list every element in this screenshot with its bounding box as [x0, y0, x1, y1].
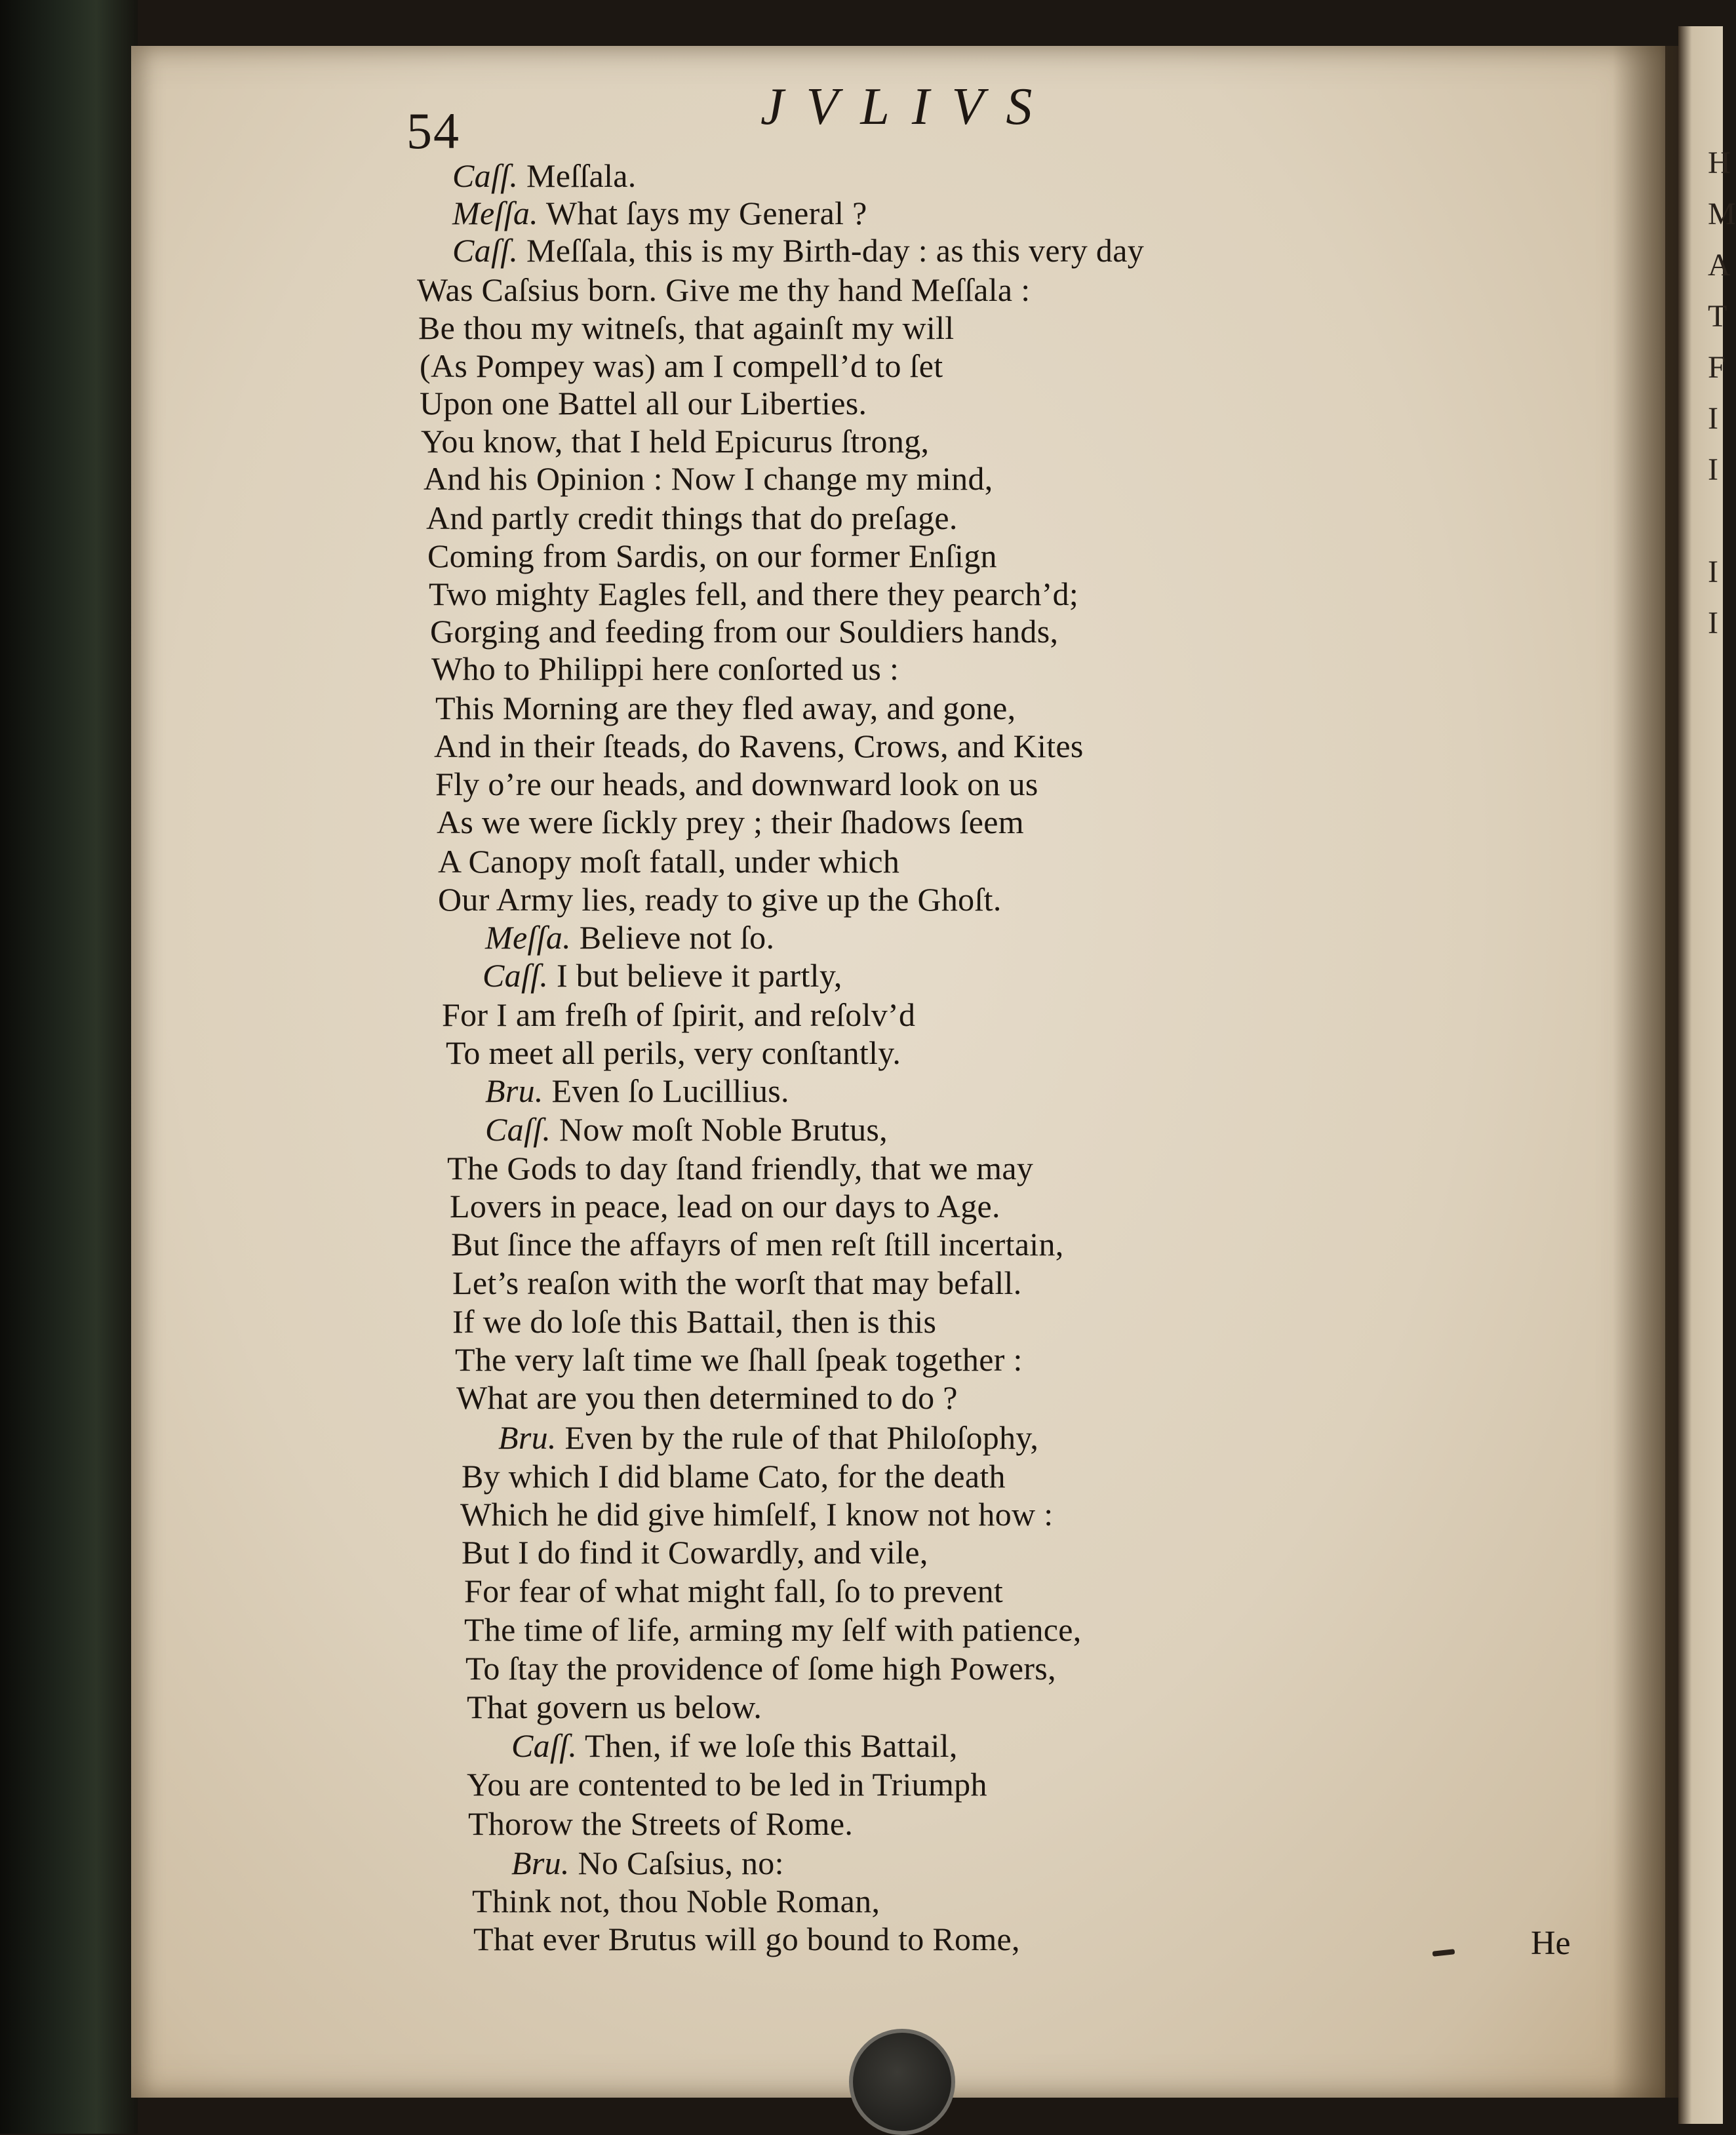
- text-line: [456, 1378, 958, 1417]
- line-text: Coming from Sardis, on our former Enſign: [427, 538, 997, 574]
- line-text: Gorging and feeding from our Souldiers hands,: [430, 613, 1059, 650]
- line-text: And his Opinion : Now I change my mind,: [424, 460, 993, 497]
- line-text: The Gods to day ſtand friendly, that we may: [447, 1150, 1034, 1186]
- line-text: To meet all perils, very conſtantly.: [446, 1034, 901, 1071]
- text-line: [418, 308, 954, 347]
- line-text: Lovers in peace, lead on our days to Age.: [450, 1188, 1000, 1224]
- text-line: [462, 1457, 1006, 1496]
- line-text: You know, that I held Epicurus ſtrong,: [421, 423, 930, 460]
- line-text: (As Pompey was) am I compell’d to ſet: [420, 347, 943, 384]
- text-line: [417, 270, 1030, 309]
- facing-page-letters: [1708, 138, 1736, 649]
- text-line: [467, 1765, 987, 1804]
- speaker-label: Caſſ.: [483, 957, 549, 994]
- text-line: [447, 1148, 1033, 1188]
- line-text: Thorow the Streets of Rome.: [468, 1805, 854, 1842]
- line-text: Fly o’re our heads, and downward look on us: [435, 766, 1038, 802]
- line-text: You are contented to be led in Triumph: [467, 1766, 987, 1803]
- edge-letter: [1708, 496, 1736, 547]
- line-text: I but believe it partly,: [556, 957, 842, 994]
- line-text: Which he did give himſelf, I know not how :: [460, 1496, 1054, 1533]
- book-clasp: [849, 2029, 955, 2135]
- text-line: [438, 842, 899, 881]
- text-line: [421, 421, 929, 461]
- text-line: [431, 649, 899, 688]
- text-line: [464, 1571, 1003, 1611]
- line-text: If we do loſe this Battail, then is this: [452, 1303, 937, 1340]
- line-text: Upon one Battel all our Liberties.: [420, 385, 867, 421]
- text-line: [473, 1919, 1020, 1959]
- text-line: [452, 1302, 936, 1341]
- speaker-label: Caſſ.: [452, 232, 519, 269]
- line-text: Let’s reaſon with the worſt that may befall.: [452, 1264, 1022, 1301]
- text-line: [435, 764, 1038, 804]
- line-text: Our Army lies, ready to give up the Ghoſt.: [438, 881, 1002, 918]
- line-text: What ſays my General ?: [545, 195, 867, 231]
- speaker-label: Bru.: [485, 1072, 543, 1109]
- line-text: The very laſt time we ſhall ſpeak together :: [455, 1341, 1023, 1378]
- catchword: He: [1531, 1925, 1571, 1962]
- line-text: Was Caſsius born. Give me thy hand Meſſala :: [417, 271, 1031, 308]
- text-line: [485, 1071, 789, 1110]
- text-line: [438, 880, 1002, 919]
- text-line: [455, 1340, 1023, 1379]
- edge-letter: F: [1708, 350, 1726, 385]
- line-text: And partly credit things that do preſage.: [426, 499, 958, 536]
- speaker-label: Bru.: [498, 1419, 557, 1456]
- text-line: [498, 1418, 1038, 1457]
- text-line: [511, 1726, 958, 1765]
- line-text: And in their ſteads, do Ravens, Crows, and Kites: [434, 728, 1084, 764]
- edge-letter: H: [1708, 146, 1731, 180]
- text-line: [435, 688, 1016, 728]
- running-title: JVLIVS: [760, 78, 1055, 136]
- line-text: Even ſo Lucillius.: [551, 1072, 789, 1109]
- line-text: This Morning are they fled away, and gone,: [435, 690, 1016, 726]
- edge-letter: I: [1708, 555, 1718, 589]
- speaker-label: Meſſa.: [485, 919, 571, 956]
- line-text: What are you then determined to do ?: [456, 1379, 958, 1416]
- text-line: [460, 1495, 1053, 1534]
- edge-letter: I: [1708, 401, 1718, 436]
- line-text: That ever Brutus will go bound to Rome,: [473, 1921, 1020, 1957]
- line-text: A Canopy moſt fatall, under which: [438, 843, 900, 880]
- text-line: [424, 459, 993, 498]
- text-line: [427, 536, 997, 576]
- speaker-label: Caſſ.: [452, 157, 519, 194]
- line-text: The time of life, arming my ſelf with patience,: [464, 1611, 1082, 1648]
- page-number: 54: [406, 102, 460, 159]
- line-text: As we were ſickly prey ; their ſhadows ſeem: [437, 804, 1024, 840]
- speaker-label: Meſſa.: [452, 195, 538, 231]
- text-line: [452, 231, 1144, 270]
- text-line: [452, 1263, 1022, 1303]
- line-text: To ſtay the providence of ſome high Powers,: [465, 1650, 1056, 1687]
- text-line: [511, 1843, 784, 1883]
- text-line: [452, 193, 867, 233]
- text-line: [472, 1881, 880, 1921]
- line-text: Who to Philippi here conſorted us :: [431, 650, 899, 687]
- line-text: But ſince the affayrs of men reſt ſtill incertain,: [451, 1226, 1064, 1263]
- edge-letter: A: [1708, 248, 1731, 283]
- text-line: [450, 1186, 1000, 1226]
- line-text: That govern us below.: [467, 1689, 762, 1725]
- book-binding: [0, 0, 138, 2134]
- text-line: [426, 498, 958, 538]
- edge-letter: I: [1708, 452, 1718, 487]
- text-line: [483, 956, 842, 995]
- text-line: [420, 383, 867, 423]
- line-text: No Caſsius, no:: [578, 1845, 784, 1881]
- line-text: Believe not ſo.: [579, 919, 775, 956]
- line-text: For I am freſh of ſpirit, and reſolv’d: [442, 996, 916, 1033]
- text-line: [430, 612, 1058, 651]
- speaker-label: Bru.: [511, 1845, 570, 1881]
- text-line: [451, 1224, 1064, 1264]
- line-text: For fear of what might fall, ſo to prevent: [464, 1573, 1004, 1609]
- line-text: Meſſala, this is my Birth-day : as this very day: [526, 232, 1144, 269]
- line-text: Be thou my witneſs, that againſt my will: [418, 309, 955, 346]
- text-line: [429, 574, 1078, 614]
- line-text: Think not, thou Noble Roman,: [472, 1883, 880, 1919]
- text-line: [446, 1033, 901, 1072]
- edge-letter: I: [1708, 606, 1718, 640]
- text-line: [465, 1649, 1056, 1688]
- line-text: But I do find it Cowardly, and vile,: [462, 1534, 928, 1571]
- text-line: [434, 726, 1084, 766]
- text-line: [485, 918, 774, 957]
- line-text: Then, if we loſe this Battail,: [585, 1727, 958, 1764]
- text-line: [462, 1533, 928, 1572]
- speaker-label: Caſſ.: [511, 1727, 578, 1764]
- speaker-label: Caſſ.: [485, 1111, 551, 1148]
- text-line: [464, 1610, 1082, 1649]
- edge-letter: M: [1708, 197, 1736, 231]
- line-text: Now moſt Noble Brutus,: [559, 1111, 888, 1148]
- line-text: Two mighty Eagles fell, and there they pearch’d;: [429, 576, 1079, 612]
- text-line: [420, 346, 943, 385]
- line-text: Even by the rule of that Philoſophy,: [564, 1419, 1039, 1456]
- edge-letter: T: [1708, 299, 1727, 334]
- text-line: [485, 1110, 888, 1149]
- text-line: [468, 1804, 853, 1843]
- line-text: Meſſala.: [526, 157, 637, 194]
- line-text: By which I did blame Cato, for the death: [462, 1458, 1006, 1495]
- text-line: [437, 802, 1024, 842]
- text-line: [442, 995, 915, 1034]
- text-line: [452, 156, 637, 195]
- text-line: [467, 1687, 762, 1727]
